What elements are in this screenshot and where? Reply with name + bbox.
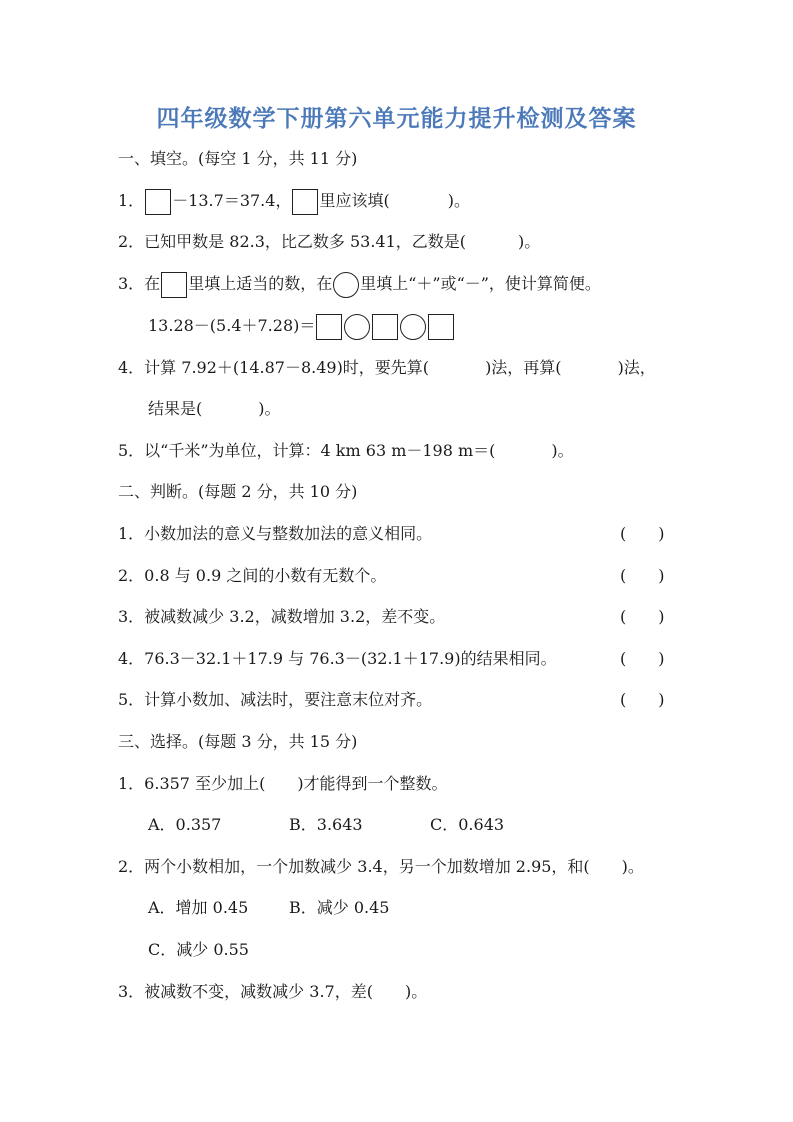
- answer-box[interactable]: [145, 189, 171, 215]
- question-text: 3．在: [118, 274, 161, 293]
- judge-question-4: 4．76.3－32.1＋17.9 与 76.3－(32.1＋17.9)的结果相同。: [118, 649, 557, 668]
- choice-option-c[interactable]: C．减少 0.55: [148, 940, 249, 959]
- judge-question-5: 5．计算小数加、减法时，要注意末位对齐。: [118, 690, 433, 709]
- fill-question-4-continued: [148, 395, 281, 423]
- judge-answer-paren[interactable]: ( ): [620, 607, 665, 626]
- fill-question-3-expression: [148, 312, 455, 340]
- question-text: 5．以“千米”为单位，计算：4 km 63 m－198 m＝(: [118, 441, 496, 460]
- judge-answer-paren[interactable]: ( ): [620, 566, 665, 585]
- judge-question-3: 3．被减数减少 3.2，减数增加 3.2，差不变。: [118, 607, 446, 626]
- judge-question-1: 1．小数加法的意义与整数加法的意义相同。: [118, 524, 433, 543]
- answer-box[interactable]: [316, 314, 342, 340]
- choice-option-b[interactable]: B．3.643: [289, 815, 363, 834]
- judge-answer-paren[interactable]: ( ): [620, 649, 665, 668]
- choice-option-a[interactable]: A．0.357: [148, 815, 222, 834]
- page-title: 四年级数学下册第六单元能力提升检测及答案: [156, 106, 637, 132]
- expression-text: 13.28－(5.4＋7.28)＝: [148, 316, 316, 335]
- answer-box[interactable]: [428, 314, 454, 340]
- question-text: 里填上“＋”或“－”，使计算简便。: [360, 274, 601, 293]
- fill-question-5: [118, 437, 574, 465]
- question-text: )。: [258, 399, 281, 418]
- answer-circle[interactable]: [344, 314, 370, 340]
- answer-box[interactable]: [372, 314, 398, 340]
- question-number: 1．: [118, 191, 145, 210]
- choice-question-3: 3．被减数不变，减数减少 3.7，差( )。: [118, 982, 428, 1001]
- question-text: )法，再算(: [485, 358, 562, 377]
- question-text: 4．计算 7.92＋(14.87－8.49)时，要先算(: [118, 358, 430, 377]
- question-text: －13.7＝37.4，: [172, 191, 292, 210]
- section3-header: 三、选择。(每题 3 分，共 15 分): [118, 732, 358, 751]
- question-text: 里填上适当的数，在: [188, 274, 333, 293]
- question-text: 结果是(: [148, 399, 203, 418]
- choice-option-c[interactable]: C．0.643: [430, 815, 505, 834]
- judge-answer-paren[interactable]: ( ): [620, 690, 665, 709]
- box-symbol: [161, 272, 187, 298]
- choice-question-1: 1．6.357 至少加上( )才能得到一个整数。: [118, 774, 448, 793]
- question-text: 2．已知甲数是 82.3，比乙数多 53.41，乙数是(: [118, 232, 467, 251]
- fill-question-4: [118, 354, 656, 382]
- circle-symbol: [333, 272, 359, 298]
- judge-question-2: 2．0.8 与 0.9 之间的小数有无数个。: [118, 566, 387, 585]
- choice-question-2: 2．两个小数相加，一个加数减少 3.4，另一个加数增加 2.95，和( )。: [118, 857, 644, 876]
- answer-box[interactable]: [292, 189, 318, 215]
- section2-header: 二、判断。(每题 2 分，共 10 分): [118, 482, 358, 501]
- choice-option-b[interactable]: B．减少 0.45: [289, 898, 390, 917]
- question-text: 里应该填(: [319, 191, 390, 210]
- section1-header: 一、填空。(每空 1 分，共 11 分): [118, 149, 358, 168]
- answer-circle[interactable]: [400, 314, 426, 340]
- fill-question-2: [118, 228, 540, 256]
- fill-question-3: [118, 270, 601, 298]
- question-text: )。: [447, 191, 470, 210]
- question-text: )。: [551, 441, 574, 460]
- question-text: )。: [518, 232, 541, 251]
- question-text: )法，: [617, 358, 656, 377]
- fill-question-1: [118, 187, 470, 215]
- choice-option-a[interactable]: A．增加 0.45: [148, 898, 249, 917]
- judge-answer-paren[interactable]: ( ): [620, 524, 665, 543]
